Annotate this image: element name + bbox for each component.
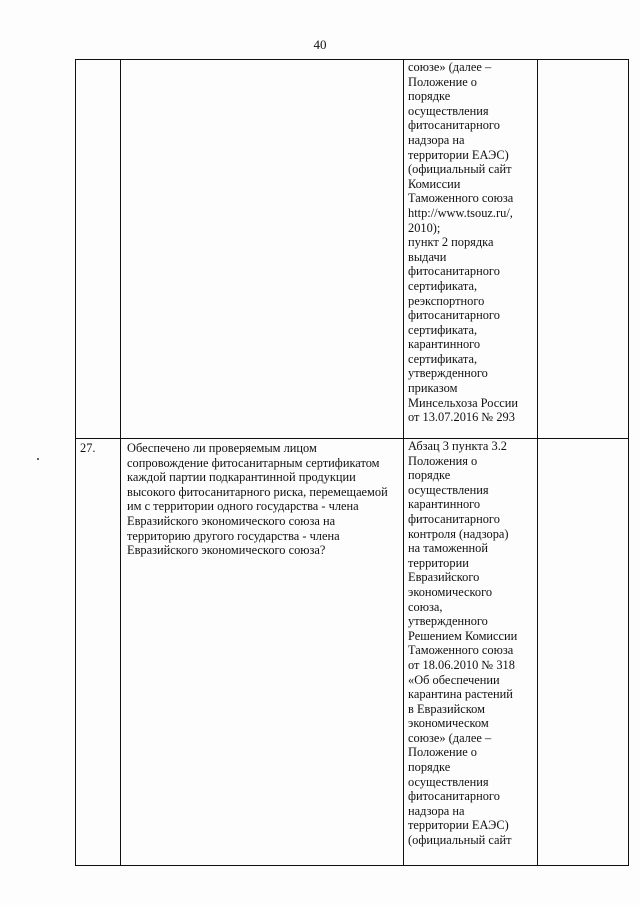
reference-line: фитосанитарного [408,308,500,323]
reference-line: утвержденного [408,366,488,381]
reference-line: порядке [408,468,451,483]
reference-line: «Об обеспечении [408,672,500,687]
reference-line: (официальный сайт [408,833,512,848]
reference-line: Комиссии [408,176,461,191]
reference-line: в Евразийском [408,701,485,716]
table-row [76,439,629,866]
reference-line: осуществления [408,482,489,497]
reference-line: союза, [408,599,443,614]
reference-line: пункт 2 порядка [408,235,494,250]
reference-line: (официальный сайт [408,162,512,177]
scan-mark [37,458,39,460]
reference-line: сертификата, [408,278,478,293]
reference-line: Минсельхоза России [408,395,519,410]
reference-line: порядке [408,89,451,104]
table-row [76,60,629,439]
reference-line: фитосанитарного [408,789,500,804]
legal-reference-cell [404,439,538,866]
reference-line: экономического [408,584,493,599]
reference-line: сертификата, [408,351,478,366]
reference-line: Таможенного союза [408,191,514,206]
reference-line: карантина растений [408,687,513,702]
reference-line: контроля (надзора) [408,526,509,541]
reference-line: от 13.07.2016 № 293 [408,410,515,425]
notes-cell [538,439,629,866]
reference-line: фитосанитарного [408,264,500,279]
reference-line: Положение о [408,745,478,760]
requirements-table [75,59,629,866]
reference-line: экономическом [408,716,489,731]
reference-line: выдачи [408,249,447,264]
reference-line: http://www.tsouz.ru/, [408,205,513,220]
reference-line: союзе» (далее – [408,60,492,74]
reference-line: Положение о [408,74,478,89]
page-number: 40 [313,37,327,52]
reference-line: утвержденного [408,614,488,629]
legal-reference-cell [404,60,538,439]
reference-line: от 18.06.2010 № 318 [408,657,515,672]
reference-line: сертификата, [408,322,478,337]
reference-line: порядке [408,760,451,775]
reference-line: территории [408,555,469,570]
reference-line: фитосанитарного [408,118,500,133]
question-cell: Обеспечено ли проверяемым лицом сопровождение фитосанитарным сертификатом каждой партии подкарантинной продукции высокого фитосанитарного риска, перемещаемой им с территории одного государства - члена Евразийского экономического союза на территорию другого государства - члена Евразийского экономического союза? [121,439,404,866]
reference-line: Положения о [408,453,478,468]
reference-line: Абзац 3 пункта 3.2 [408,439,508,453]
reference-line: осуществления [408,103,489,118]
reference-line: территории ЕАЭС) [408,818,509,833]
reference-line: на таможенной [408,541,489,556]
reference-line: осуществления [408,774,489,789]
reference-line: надзора на [408,132,465,147]
reference-line: карантинного [408,497,481,512]
reference-line: союзе» (далее – [408,730,492,745]
reference-line: территории ЕАЭС) [408,147,509,162]
row-number-cell: 27. [76,439,121,866]
reference-line: надзора на [408,803,465,818]
row-number-cell [76,60,121,439]
reference-line: реэкспортного [408,293,485,308]
reference-line: 2010); [408,220,441,235]
reference-line: Решением Комиссии [408,628,518,643]
notes-cell [538,60,629,439]
reference-line: фитосанитарного [408,511,500,526]
question-cell [121,60,404,439]
reference-line: карантинного [408,337,481,352]
reference-line: приказом [408,381,458,396]
reference-line: Евразийского [408,570,480,585]
reference-line: Таможенного союза [408,643,514,658]
